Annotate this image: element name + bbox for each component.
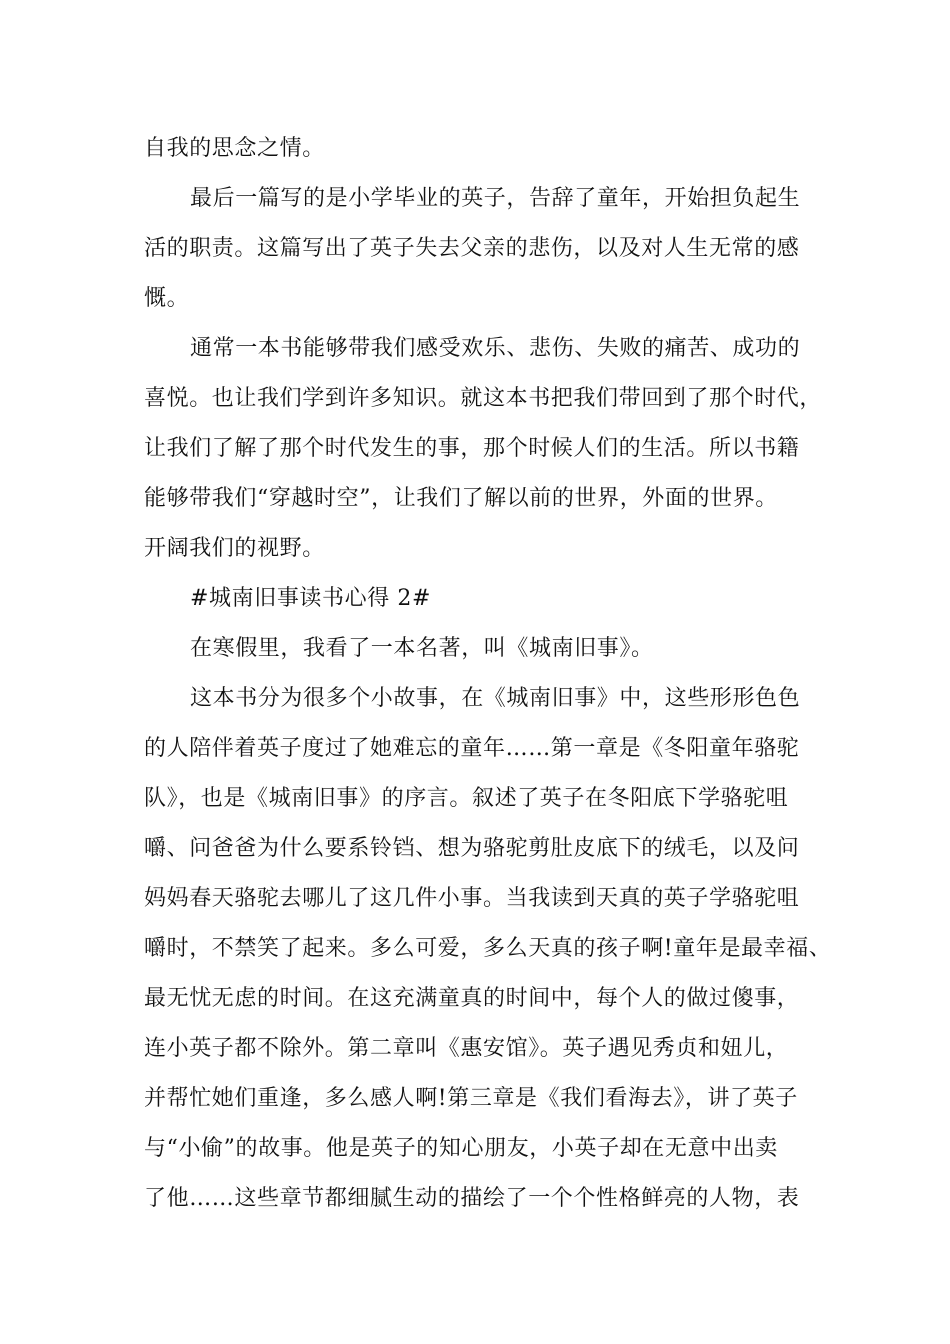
text-line: 开阔我们的视野。	[144, 536, 325, 561]
text-line: 喜悦。也让我们学到许多知识。就这本书把我们带回到了那个时代，	[144, 386, 823, 411]
text-line: 自我的思念之情。	[144, 136, 325, 161]
text-line: 与“小偷”的故事。他是英子的知心朋友，小英子却在无意中出卖	[144, 1136, 778, 1161]
text-line: 活的职责。这篇写出了英子失去父亲的悲伤，以及对人生无常的感	[144, 236, 800, 261]
text-line: 最后一篇写的是小学毕业的英子，告辞了童年，开始担负起生	[190, 186, 801, 211]
text-line: 这本书分为很多个小故事，在《城南旧事》中，这些形形色色	[190, 686, 801, 711]
text-line: 慨。	[144, 286, 190, 311]
text-line: 最无忧无虑的时间。在这充满童真的时间中，每个人的做过傻事，	[144, 986, 800, 1011]
text-line: 嚼时，不禁笑了起来。多么可爱，多么天真的孩子啊!童年是最幸福、	[144, 936, 832, 961]
text-line: 妈妈春天骆驼去哪儿了这几件小事。当我读到天真的英子学骆驼咀	[144, 886, 800, 911]
text-line: 队》，也是《城南旧事》的序言。叙述了英子在冬阳底下学骆驼咀	[144, 786, 789, 811]
section-heading: #城南旧事读书心得 2#	[190, 586, 432, 611]
text-line: 能够带我们“穿越时空”，让我们了解以前的世界，外面的世界。	[144, 486, 778, 511]
text-line: 在寒假里，我看了一本名著，叫《城南旧事》。	[190, 636, 654, 661]
text-line: 通常一本书能够带我们感受欢乐、悲伤、失败的痛苦、成功的	[190, 336, 801, 361]
text-line: 并帮忙她们重逢，多么感人啊!第三章是《我们看海去》，讲了英子	[144, 1086, 798, 1111]
text-line: 嚼、问爸爸为什么要系铃铛、想为骆驼剪肚皮底下的绒毛，以及问	[144, 836, 800, 861]
text-line: 连小英子都不除外。第二章叫《惠安馆》。英子遇见秀贞和妞儿，	[144, 1036, 789, 1061]
text-line: 让我们了解了那个时代发生的事，那个时候人们的生活。所以书籍	[144, 436, 800, 461]
text-line: 了他……这些章节都细腻生动的描绘了一个个性格鲜亮的人物，表	[144, 1186, 800, 1211]
text-line: 的人陪伴着英子度过了她难忘的童年……第一章是《冬阳童年骆驼	[144, 736, 800, 761]
